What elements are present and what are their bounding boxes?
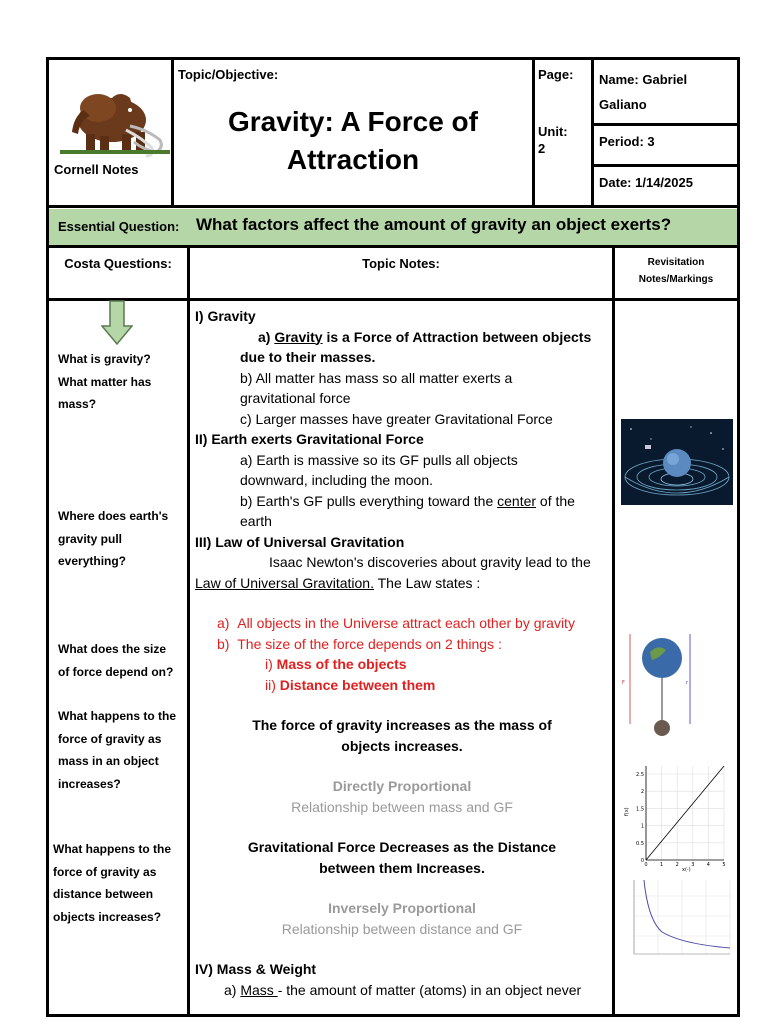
question-line: mass in an object	[58, 754, 159, 768]
revisit-header-line: Notes/Markings	[638, 274, 714, 285]
direct-proportion-graph	[624, 760, 728, 872]
y-tick-label: 2.5	[636, 772, 644, 778]
question-distance-increase	[53, 838, 171, 928]
x-axis-label: x(-)	[682, 867, 691, 872]
question-line: of force depend on?	[58, 664, 174, 679]
note-text: a)	[224, 981, 241, 998]
question-line: What does the size	[58, 642, 167, 656]
note-text: - the amount of matter (atoms) in an object never	[277, 981, 582, 998]
law-line: a) All objects in the Universe attract each other by gravity	[217, 615, 575, 631]
revisit-header-line: Revisitation	[647, 257, 705, 268]
question-line: Where does earth's	[58, 509, 169, 523]
student-name	[599, 67, 687, 117]
divider	[592, 164, 738, 167]
topic-notes	[195, 306, 609, 1000]
question-line: objects increases?	[53, 909, 162, 924]
question-line: mass?	[58, 397, 97, 411]
section-heading: III) Law of Universal Gravitation	[195, 533, 405, 550]
note-line	[195, 573, 609, 594]
x-tick-label: 4	[706, 862, 710, 868]
statement-line: Gravitational Force Decreases as the Distance	[247, 839, 557, 855]
note-text: of the	[536, 492, 575, 509]
note-line	[195, 980, 609, 1001]
down-arrow-icon	[101, 300, 133, 346]
y-tick-label: 0.5	[636, 840, 644, 847]
proportional-line	[646, 766, 724, 860]
statement-line: The force of gravity increases as the mass of	[252, 717, 552, 733]
divider	[532, 57, 535, 207]
note-line: b) All matter has mass so all matter exerts a	[240, 369, 513, 386]
period: Period: 3	[599, 134, 655, 149]
questions-column-header: Costa Questions:	[64, 256, 172, 271]
spacer	[195, 939, 609, 959]
y-tick-label: 1.5	[636, 806, 644, 813]
inverse-proportion-graph	[622, 876, 734, 962]
earth-moon-diagram-image	[620, 624, 696, 742]
note-text: is a Force of Attraction between objects	[322, 328, 592, 345]
divider	[612, 246, 615, 1016]
divider	[592, 123, 738, 126]
question-line: force of gravity as	[53, 864, 157, 879]
note-text: a)	[258, 328, 275, 345]
x-tick-label: 1	[660, 862, 664, 868]
question-earth-gravity	[58, 505, 168, 573]
divider	[46, 205, 740, 208]
note-line	[195, 491, 609, 512]
name-line: Galiano	[599, 97, 647, 112]
question-line: What matter has	[58, 374, 152, 389]
spacer	[195, 695, 609, 715]
y-tick-label: 0	[640, 858, 644, 864]
emphasis: Mass of the objects	[276, 656, 407, 672]
spacer	[195, 756, 609, 776]
note-line: gravitational force	[240, 390, 351, 406]
note-line	[195, 327, 609, 348]
relationship-subtitle: Relationship between distance and GF	[281, 920, 523, 937]
unit-label: Unit:	[538, 124, 568, 139]
graph-grid	[634, 880, 730, 954]
mammoth-logo-icon	[60, 86, 170, 162]
y-tick-labels	[636, 772, 644, 864]
section-heading: II) Earth exerts Gravitational Force	[195, 431, 424, 447]
key-term: Gravity	[274, 328, 323, 345]
question-force-size	[58, 638, 173, 683]
divider	[46, 245, 740, 248]
divider	[46, 298, 740, 301]
spacer	[195, 817, 609, 837]
divider	[591, 57, 594, 207]
law-subline	[195, 654, 609, 675]
spacer	[195, 593, 609, 613]
essential-question-text: What factors affect the amount of gravity an object exerts?	[196, 215, 672, 234]
y-tick-label: 2	[640, 789, 644, 796]
x-tick-label: 2	[675, 862, 679, 868]
divider	[187, 246, 190, 1016]
notes-column-header: Topic Notes:	[362, 256, 440, 271]
x-tick-label: 3	[691, 862, 695, 868]
question-line: everything?	[58, 554, 127, 568]
key-term: center	[497, 492, 537, 509]
question-line: increases?	[58, 776, 121, 791]
note-line: Isaac Newton's discoveries about gravity lead to the	[269, 554, 591, 570]
question-gravity	[58, 348, 151, 416]
title-line: Gravity: A Force of	[228, 106, 478, 137]
x-tick-label: 0	[644, 862, 648, 868]
essential-question-label: Essential Question:	[58, 219, 180, 234]
spacer	[195, 878, 609, 898]
topic-label: Topic/Objective:	[178, 67, 279, 82]
emphasis: Distance between them	[279, 676, 436, 693]
unit-value: 2	[538, 141, 546, 156]
spacetime-curvature-image	[621, 419, 733, 505]
question-line: What is gravity?	[58, 352, 151, 366]
note-text: b) Earth's GF pulls everything toward the	[240, 492, 498, 509]
note-line: a) Earth is massive so its GF pulls all objects	[240, 451, 518, 468]
date: Date: 1/14/2025	[599, 175, 693, 190]
law-line: b) The size of the force depends on 2 things :	[217, 635, 502, 652]
x-tick-label: 5	[722, 862, 726, 868]
key-term: Law of Universal Gravitation.	[195, 574, 374, 591]
statement-line: objects increases.	[341, 737, 463, 754]
page-label: Page:	[538, 67, 574, 82]
law-subline	[195, 675, 609, 696]
relationship-subtitle: Relationship between mass and GF	[291, 798, 513, 815]
revisitation-column-header	[615, 254, 737, 288]
question-line: force of gravity as	[58, 731, 162, 746]
note-line: due to their masses.	[240, 349, 376, 365]
page-title	[174, 103, 532, 179]
logo-caption: Cornell Notes	[54, 162, 139, 177]
relationship-title: Directly Proportional	[332, 778, 472, 794]
inverse-curve	[644, 880, 730, 948]
note-line: earth	[240, 513, 272, 529]
relationship-title: Inversely Proportional	[328, 900, 476, 916]
y-axis-label: f(x)	[624, 807, 630, 816]
section-heading: IV) Mass & Weight	[195, 961, 317, 977]
note-text: The Law states :	[373, 574, 481, 591]
svg-text:r: r	[686, 680, 689, 686]
y-tick-label: 1	[640, 823, 644, 830]
question-line: gravity pull	[58, 531, 123, 546]
note-text: ii)	[265, 676, 280, 693]
question-line: What happens to the	[58, 709, 176, 723]
note-text: i)	[265, 656, 277, 672]
section-heading: I) Gravity	[195, 308, 256, 324]
note-line: c) Larger masses have greater Gravitational Force	[240, 410, 553, 427]
title-line: Attraction	[286, 144, 420, 175]
key-term: Mass	[240, 981, 278, 998]
svg-text:F: F	[622, 680, 625, 686]
question-line: distance between	[53, 887, 154, 901]
note-line: downward, including the moon.	[240, 472, 434, 488]
question-line: What happens to the	[53, 842, 171, 856]
question-mass-increase	[58, 705, 176, 795]
statement-line: between them Increases.	[319, 859, 485, 876]
name-line: Name: Gabriel	[599, 72, 688, 87]
